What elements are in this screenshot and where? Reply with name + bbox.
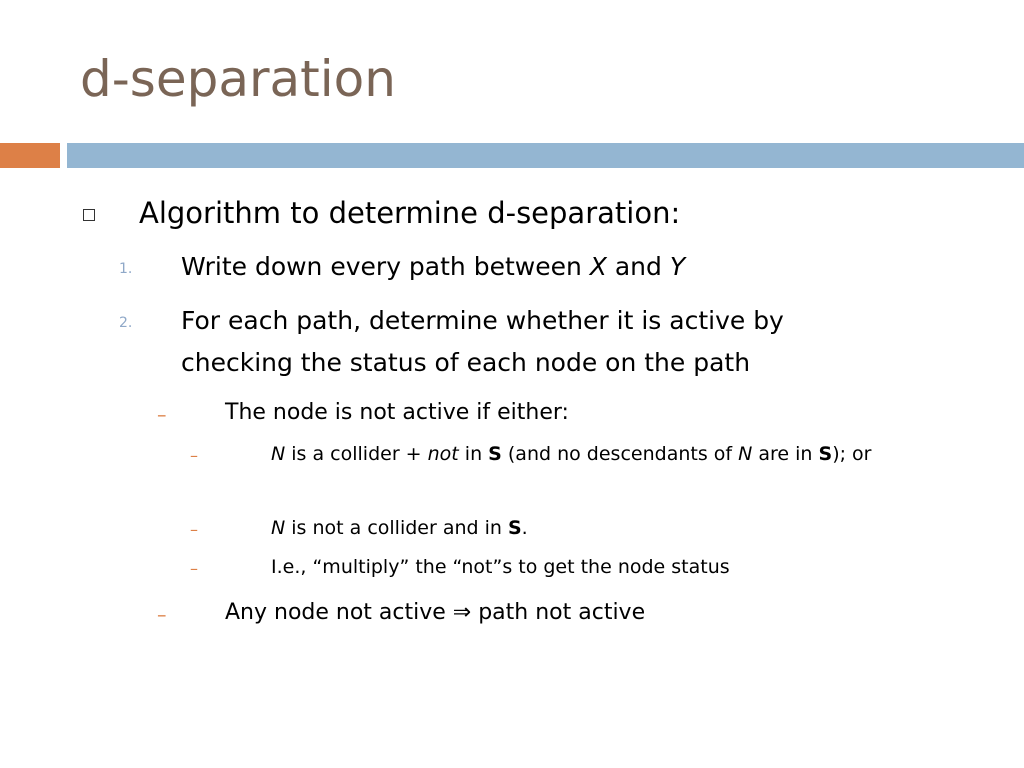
condition-collider xyxy=(271,438,971,471)
step-1-text-b: and xyxy=(606,252,670,281)
dash-marker: – xyxy=(157,404,167,426)
condition-text: ); or xyxy=(832,443,872,465)
set-s: S xyxy=(488,443,502,465)
slide-title: d-separation xyxy=(80,50,396,108)
variable-y: Y xyxy=(669,252,686,281)
condition-multiply xyxy=(271,551,730,584)
hollow-square-icon xyxy=(83,209,95,221)
not-emphasis: not xyxy=(427,443,459,465)
dash-marker: – xyxy=(157,604,167,626)
node-n: N xyxy=(271,517,286,539)
node-n: N xyxy=(738,443,753,465)
bullet-algorithm: Algorithm to determine d-separation: xyxy=(139,196,681,230)
step-2-line-2: checking the status of each node on the path xyxy=(181,348,751,377)
condition-text: are in xyxy=(752,443,819,465)
condition-text: is not a collider and in xyxy=(285,517,508,539)
step-number-1: 1. xyxy=(119,261,133,277)
step-2-line-1: For each path, determine whether it is active by xyxy=(181,306,784,335)
condition-text: “multiply” the “not”s to get the node status xyxy=(306,556,730,578)
condition-text: (and no descendants of xyxy=(501,443,739,465)
set-s: S xyxy=(818,443,833,465)
step-1-text-a: Write down every path between xyxy=(181,252,590,281)
accent-bar-orange xyxy=(0,143,60,168)
step-number-2: 2. xyxy=(119,315,133,331)
condition-not-collider xyxy=(271,512,528,545)
ie-label: I.e., xyxy=(271,556,307,578)
dash-marker: – xyxy=(190,446,198,465)
path-not-active-rule: Any node not active ⇒ path not active xyxy=(225,600,646,625)
accent-bar-blue xyxy=(67,143,1024,168)
dash-marker: – xyxy=(190,520,198,539)
condition-text: in xyxy=(458,443,489,465)
set-s: S xyxy=(507,517,522,539)
node-n: N xyxy=(271,443,286,465)
condition-text: is a collider + xyxy=(285,443,428,465)
condition-text: . xyxy=(521,517,528,539)
inactive-intro: The node is not active if either: xyxy=(225,400,569,425)
step-1-text xyxy=(181,246,685,288)
dash-marker: – xyxy=(190,559,198,578)
variable-x: X xyxy=(589,252,607,281)
